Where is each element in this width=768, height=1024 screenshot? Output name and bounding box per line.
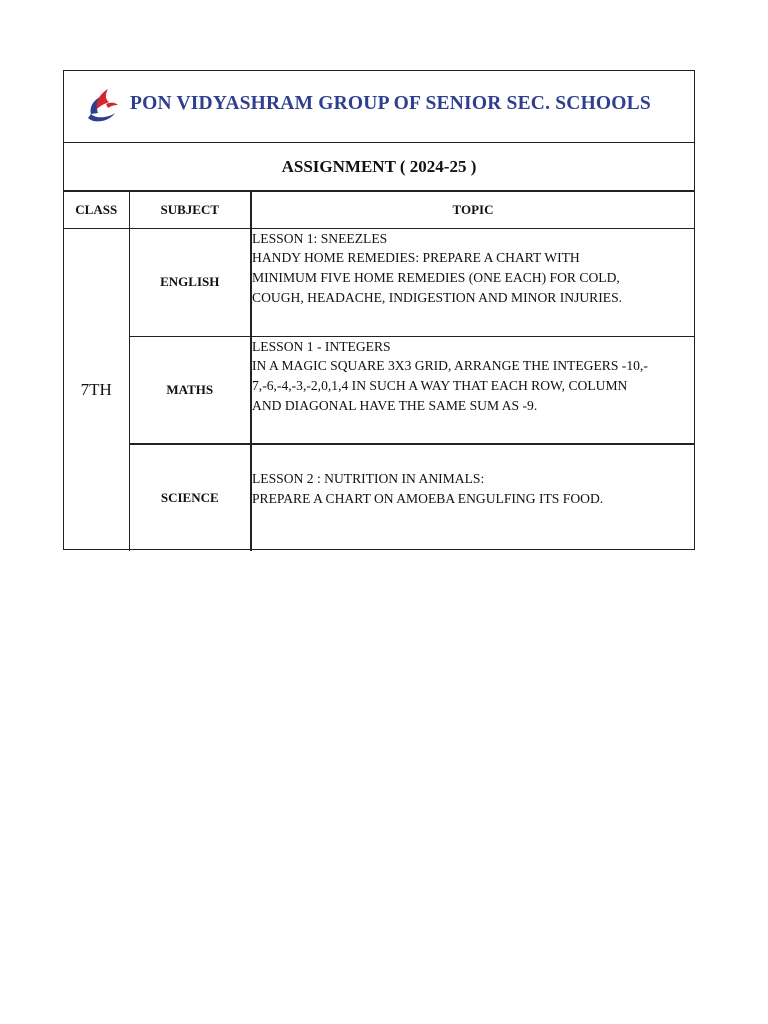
- topic-line: HANDY HOME REMEDIES: PREPARE A CHART WITH: [252, 250, 580, 266]
- subject-cell-science: SCIENCE: [129, 444, 251, 551]
- assignment-table: [64, 192, 694, 551]
- topic-line: LESSON 1 - INTEGERS: [252, 338, 391, 354]
- table-row: [64, 228, 694, 336]
- topic-line: LESSON 1: SNEEZLES: [252, 230, 388, 246]
- topic-line: MINIMUM FIVE HOME REMEDIES (ONE EACH) FOR COLD,: [252, 269, 620, 285]
- school-header: [64, 71, 694, 143]
- header-class: CLASS: [64, 192, 129, 228]
- subject-cell-english: ENGLISH: [129, 228, 251, 336]
- header-subject: SUBJECT: [129, 192, 251, 228]
- header-topic: TOPIC: [251, 192, 694, 228]
- topic-cell-maths: [251, 336, 694, 444]
- class-cell: 7TH: [64, 228, 129, 551]
- topic-cell-science: [251, 444, 694, 551]
- topic-line: COUGH, HEADACHE, INDIGESTION AND MINOR INJURIES.: [252, 289, 623, 305]
- topic-line: LESSON 2 : NUTRITION IN ANIMALS:: [252, 471, 485, 486]
- school-name: PON VIDYASHRAM GROUP OF SENIOR SEC. SCHOOLS: [130, 93, 651, 114]
- topic-line: IN A MAGIC SQUARE 3X3 GRID, ARRANGE THE INTEGERS -10,-: [252, 358, 648, 374]
- page-title: ASSIGNMENT ( 2024-25 ): [64, 143, 694, 192]
- subject-cell-maths: MATHS: [129, 336, 251, 444]
- table-row: [64, 444, 694, 551]
- topic-line: PREPARE A CHART ON AMOEBA ENGULFING ITS FOOD.: [252, 490, 604, 506]
- assignment-sheet: [63, 70, 695, 550]
- table-row: [64, 336, 694, 444]
- topic-line: 7,-6,-4,-3,-2,0,1,4 IN SUCH A WAY THAT EACH ROW, COLUMN: [252, 377, 628, 393]
- swoosh-flame-logo-icon: [82, 85, 122, 125]
- topic-line: AND DIAGONAL HAVE THE SAME SUM AS -9.: [252, 397, 538, 413]
- table-header-row: [64, 192, 694, 228]
- topic-cell-english: [251, 228, 694, 336]
